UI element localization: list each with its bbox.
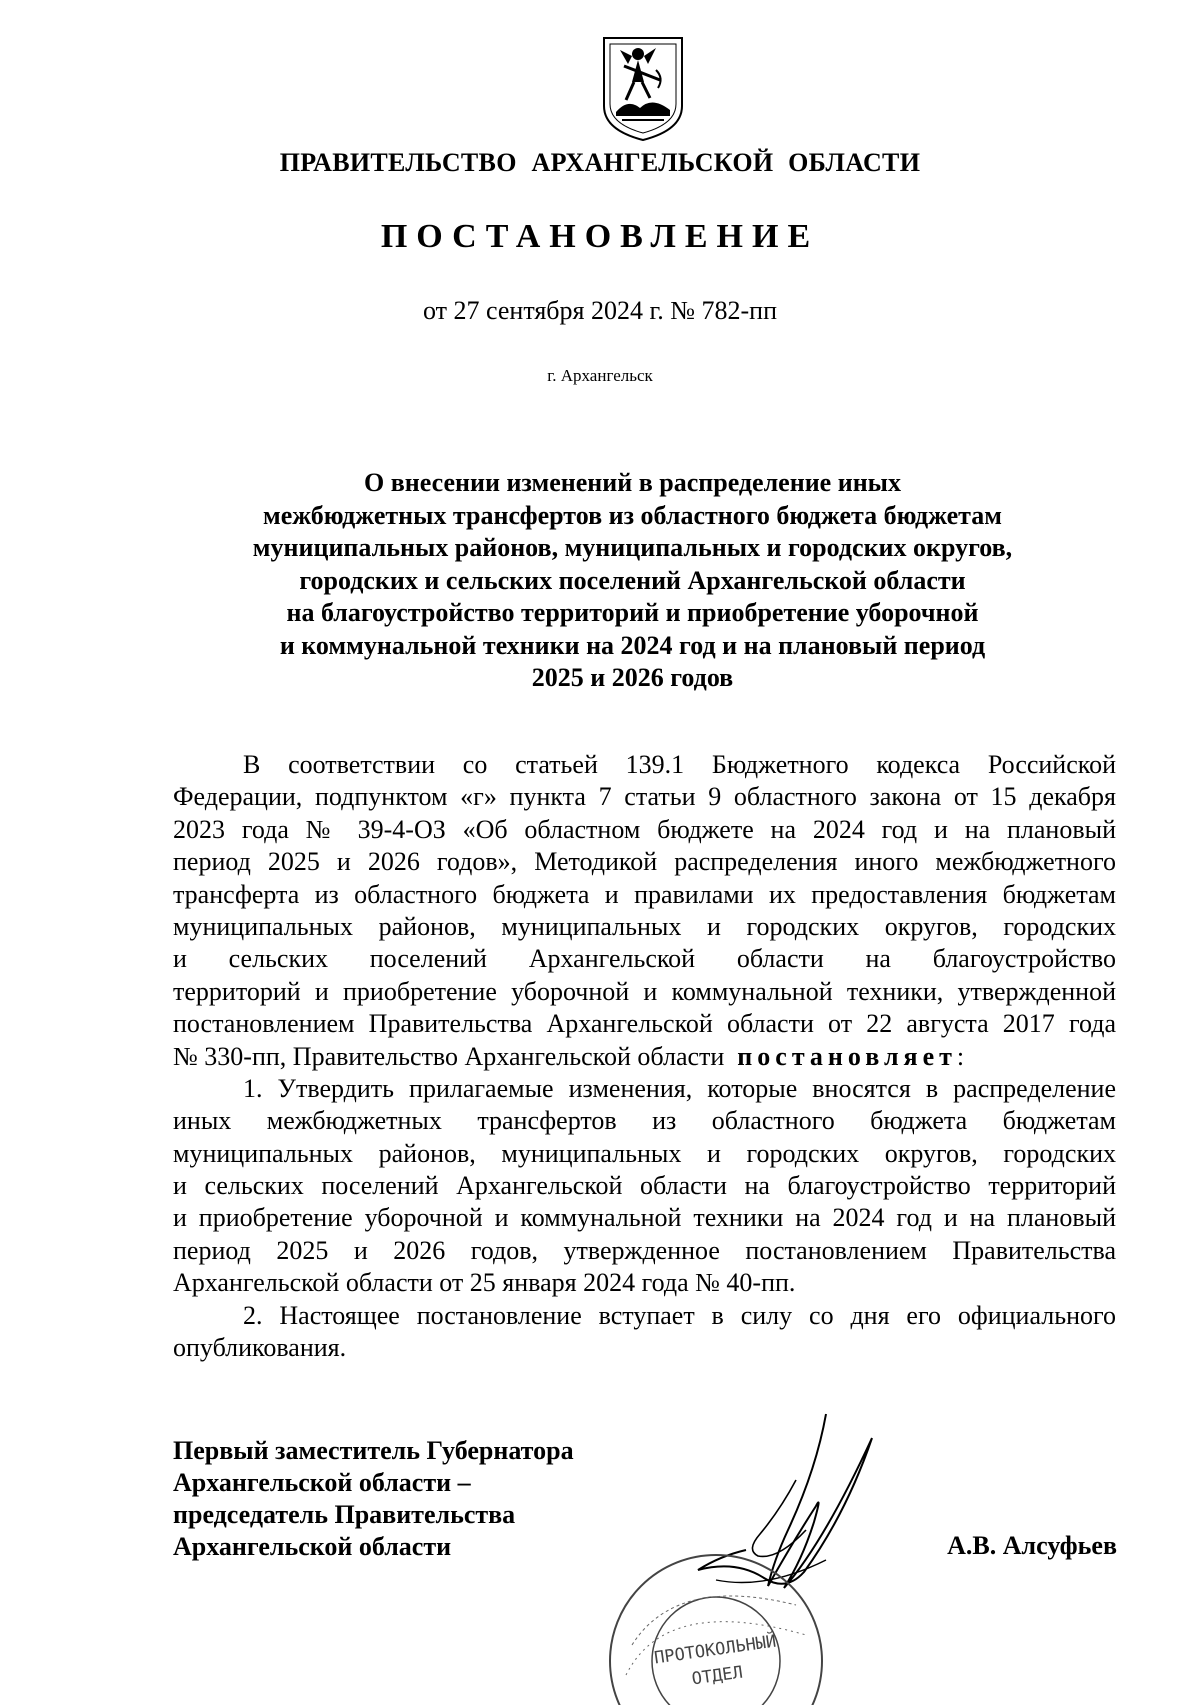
preamble-last-line xyxy=(173,1041,1116,1073)
item2-line: 2. Настоящее постановление вступает в силу со дня его официального xyxy=(243,1300,1116,1330)
decrees-word: постановляет xyxy=(737,1041,957,1071)
preamble-line: и сельских поселений Архангельской области на благоустройство xyxy=(173,944,1116,974)
document-city: г. Архангельск xyxy=(547,366,653,385)
subject-line: межбюджетных трансфертов из областного бюджета бюджетам xyxy=(263,500,1002,530)
preamble-line: постановлением Правительства Архангельской области от 22 августа 2017 года xyxy=(173,1009,1116,1039)
position-line: Первый заместитель Губернатора xyxy=(173,1436,574,1465)
preamble-line: трансферта из областного бюджета и правилами их предоставления бюджетам xyxy=(173,879,1116,909)
subject-line: на благоустройство территорий и приобретение уборочной xyxy=(286,598,979,627)
subject-line: 2025 и 2026 годов xyxy=(531,663,734,692)
subject-line: муниципальных районов, муниципальных и городских округов, xyxy=(252,533,1013,562)
item2-line: опубликования. xyxy=(173,1333,347,1363)
preamble-line: территорий и приобретение уборочной и коммунальной техники, утвержденной xyxy=(173,976,1116,1006)
position-line: Архангельской области xyxy=(173,1532,452,1561)
preamble-line: 2023 года № 39-4-ОЗ «Об областном бюджете на 2024 год и на плановый xyxy=(173,814,1116,844)
item1-line: муниципальных районов, муниципальных и городских округов, городских xyxy=(173,1138,1116,1168)
stamp-text-line1: ПРОТОКОЛЬНЫЙ xyxy=(653,1631,778,1669)
document-body xyxy=(173,749,1116,1364)
subject-line: городских и сельских поселений Архангельской области xyxy=(299,565,966,595)
item1-line: 1. Утвердить прилагаемые изменения, которые вносятся в распределение xyxy=(243,1073,1116,1103)
document-subject xyxy=(170,467,1095,695)
subject-line: О внесении изменений в распределение иных xyxy=(364,468,901,497)
coat-of-arms-emblem xyxy=(598,34,688,144)
preamble-line: муниципальных районов, муниципальных и городских округов, городских xyxy=(173,911,1116,941)
signatory-name: А.В. Алсуфьев xyxy=(947,1531,1117,1560)
government-title: ПРАВИТЕЛЬСТВО АРХАНГЕЛЬСКОЙ ОБЛАСТИ xyxy=(279,148,921,177)
document-type: ПОСТАНОВЛЕНИЕ xyxy=(380,218,820,255)
preamble-line: В соответствии со статьей 139.1 Бюджетного кодекса Российской xyxy=(243,750,1116,779)
item1-line: период 2025 и 2026 годов, утвержденное постановлением Правительства xyxy=(173,1235,1116,1265)
position-line: председатель Правительства xyxy=(173,1500,516,1529)
document-date-number: от 27 сентября 2024 г. № 782-пп xyxy=(422,296,778,325)
official-stamp xyxy=(596,1545,826,1705)
preamble-last-text: № 330-пп, Правительство Архангельской области xyxy=(173,1041,725,1071)
item1-line: Архангельской области от 25 января 2024 года № 40-пп. xyxy=(173,1268,796,1298)
preamble-line: период 2025 и 2026 годов», Методикой распределения иного межбюджетного xyxy=(173,847,1116,877)
item1-line: и сельских поселений Архангельской области на благоустройство территорий xyxy=(173,1171,1116,1201)
preamble-line: Федерации, подпунктом «г» пункта 7 статьи 9 областного закона от 15 декабря xyxy=(173,782,1116,812)
position-line: Архангельской области – xyxy=(173,1468,471,1497)
signatory-position xyxy=(173,1435,574,1563)
item1-line: и приобретение уборочной и коммунальной техники на 2024 год и на плановый xyxy=(173,1203,1116,1233)
stamp-text-line2: ОТДЕЛ xyxy=(690,1662,745,1690)
decrees-colon: : xyxy=(956,1041,965,1071)
item1-line: иных межбюджетных трансфертов из областного бюджета бюджетам xyxy=(173,1106,1116,1136)
subject-line: и коммунальной техники на 2024 год и на плановый период xyxy=(279,630,986,660)
